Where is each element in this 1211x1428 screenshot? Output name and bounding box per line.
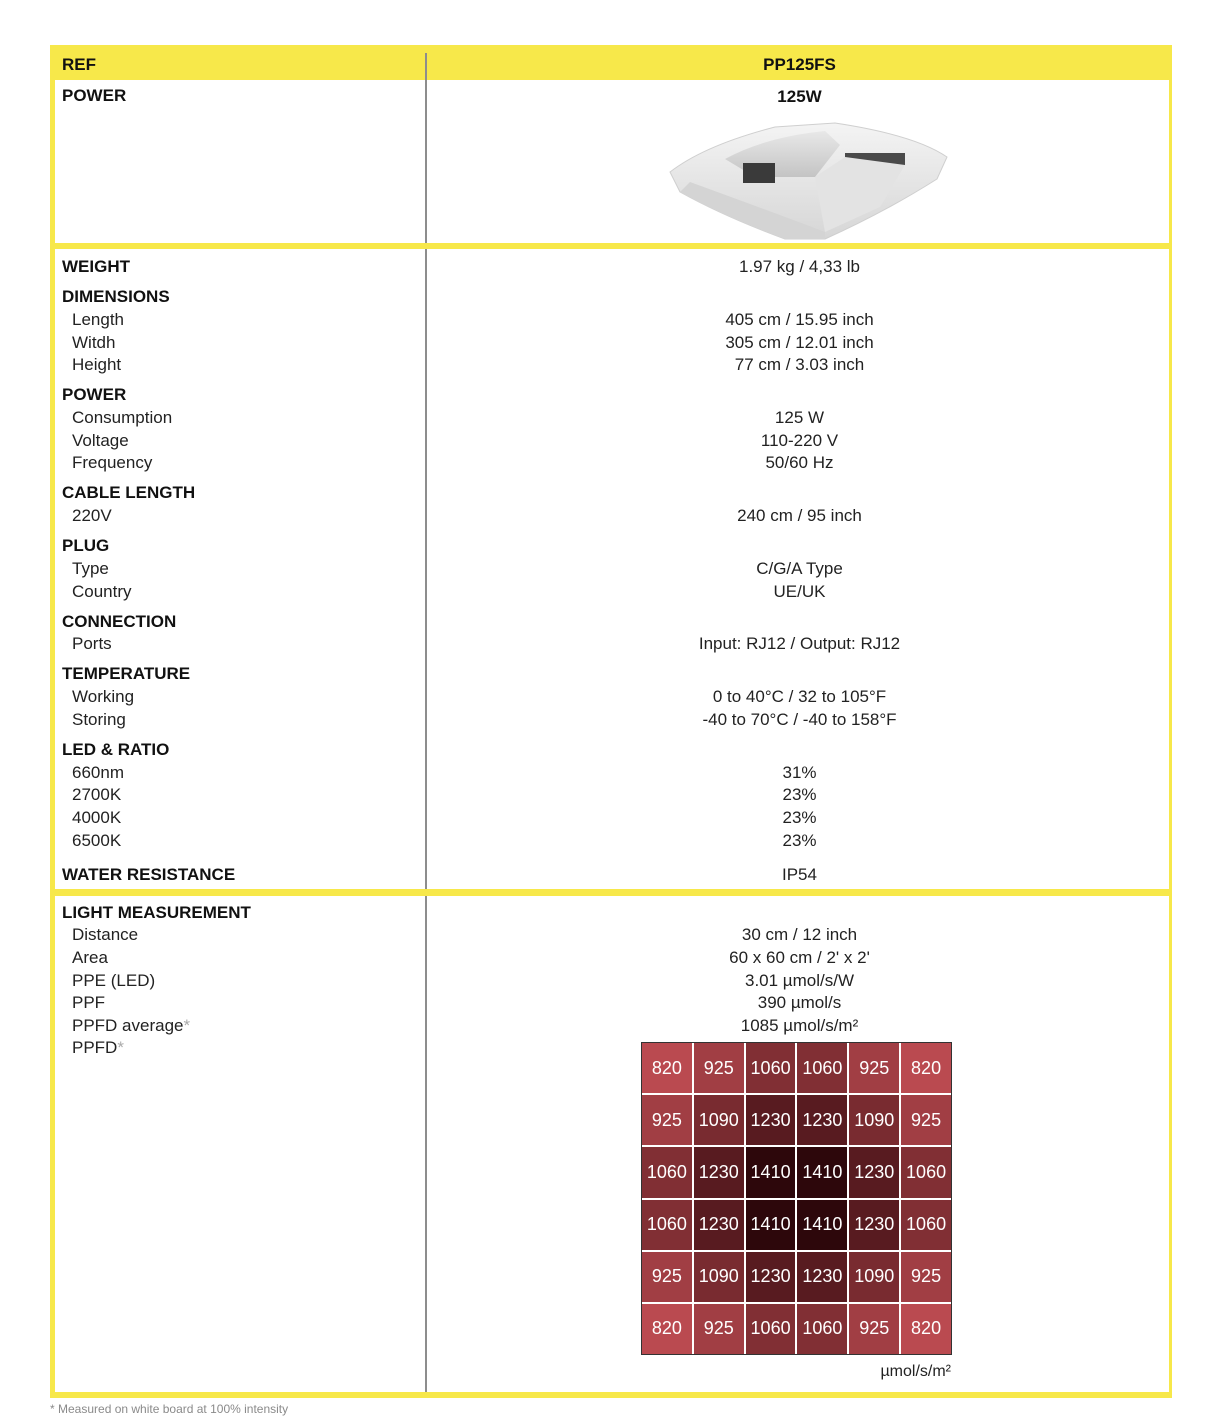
ppfd-cell: 1410 [797, 1200, 847, 1250]
water-resistance-value: IP54 [782, 865, 817, 884]
led-2700-value: 23% [782, 785, 817, 804]
ppfd-heatmap [641, 1042, 952, 1355]
ppfd-cell: 1060 [901, 1147, 951, 1197]
length-value: 405 cm / 15.95 inch [725, 310, 874, 329]
ppfd-cell: 1230 [746, 1252, 796, 1302]
ppfd-cell: 1410 [746, 1147, 796, 1197]
led-6500-label: 6500K [72, 831, 122, 850]
voltage-value: 110-220 V [760, 431, 839, 450]
width-label: Witdh [72, 333, 116, 352]
frequency-label: Frequency [72, 453, 153, 472]
connection-label: CONNECTION [62, 612, 177, 631]
ppfd-label [62, 1037, 124, 1059]
ppfd-average-text: PPFD average [72, 1016, 184, 1035]
led-2700-label: 2700K [72, 785, 122, 804]
asterisk: * [117, 1038, 124, 1057]
ppfd-cell: 820 [642, 1304, 692, 1354]
ppfd-cell: 1090 [849, 1095, 899, 1145]
ppfd-text: PPFD [72, 1038, 118, 1057]
frequency-value: 50/60 Hz [765, 453, 834, 472]
ppfd-cell: 820 [901, 1043, 951, 1093]
length-label: Length [72, 310, 124, 329]
height-label: Height [72, 355, 122, 374]
ppfd-cell: 1060 [797, 1043, 847, 1093]
ppfd-cell: 925 [901, 1095, 951, 1145]
ppfd-cell: 1230 [746, 1095, 796, 1145]
ref-label: REF [62, 55, 96, 74]
consumption-label: Consumption [72, 408, 173, 427]
ppfd-cell: 925 [642, 1252, 692, 1302]
led-6500-value: 23% [782, 831, 817, 850]
temperature-label: TEMPERATURE [62, 664, 191, 683]
led-4000-value: 23% [782, 808, 817, 827]
ppfd-cell: 925 [849, 1304, 899, 1354]
plug-label: PLUG [62, 536, 110, 555]
cable-220v-label: 220V [72, 506, 112, 525]
ppfd-cell: 1090 [849, 1252, 899, 1302]
section-divider-1 [55, 243, 1169, 249]
ppfd-cell: 820 [642, 1043, 692, 1093]
ports-label: Ports [72, 634, 112, 653]
width-value: 305 cm / 12.01 inch [725, 333, 874, 352]
ppf-label: PPF [72, 993, 106, 1012]
working-label: Working [72, 687, 135, 706]
plug-country-label: Country [72, 582, 132, 601]
led-660-value: 31% [782, 763, 817, 782]
ppfd-cell: 925 [694, 1304, 744, 1354]
led-660-label: 660nm [72, 763, 124, 782]
ppfd-cell: 1060 [746, 1043, 796, 1093]
power-value: 125W [777, 87, 822, 106]
ppfd-cell: 1060 [642, 1147, 692, 1197]
product-image [665, 117, 950, 247]
ppfd-cell: 1090 [694, 1252, 744, 1302]
ppfd-cell: 1230 [797, 1252, 847, 1302]
area-label: Area [72, 948, 108, 967]
weight-label: WEIGHT [62, 257, 130, 276]
ppf-value: 390 µmol/s [757, 993, 842, 1012]
plug-country-value: UE/UK [773, 582, 826, 601]
ppfd-cell: 1230 [694, 1200, 744, 1250]
ppfd-cell: 1410 [746, 1200, 796, 1250]
storing-value: -40 to 70°C / -40 to 158°F [702, 710, 897, 729]
water-resistance-label: WATER RESISTANCE [62, 865, 236, 884]
ports-value: Input: RJ12 / Output: RJ12 [698, 634, 901, 653]
plug-type-label: Type [72, 559, 109, 578]
ppfd-cell: 1230 [849, 1147, 899, 1197]
distance-label: Distance [72, 925, 139, 944]
ppfd-cell: 1230 [849, 1200, 899, 1250]
distance-value: 30 cm / 12 inch [741, 925, 858, 944]
working-value: 0 to 40°C / 32 to 105°F [712, 687, 887, 706]
ppfd-average-value: 1085 µmol/s/m² [740, 1016, 859, 1035]
power-section-label: POWER [62, 385, 127, 404]
light-measurement-label: LIGHT MEASUREMENT [62, 903, 251, 922]
height-value: 77 cm / 3.03 inch [734, 355, 865, 374]
ppe-label: PPE (LED) [72, 971, 156, 990]
asterisk: * [183, 1016, 191, 1035]
ref-value: PP125FS [763, 55, 836, 74]
ppfd-cell: 820 [901, 1304, 951, 1354]
led-ratio-label: LED & RATIO [62, 740, 170, 759]
ppfd-cell: 925 [901, 1252, 951, 1302]
ppe-value: 3.01 µmol/s/W [745, 971, 854, 990]
plug-type-value: C/G/A Type [756, 559, 843, 578]
dimensions-label: DIMENSIONS [62, 287, 170, 306]
ppfd-cell: 925 [849, 1043, 899, 1093]
power-label: POWER [62, 86, 127, 105]
ppfd-cell: 1090 [694, 1095, 744, 1145]
led-4000-label: 4000K [72, 808, 122, 827]
voltage-label: Voltage [72, 431, 129, 450]
ppfd-average-label [62, 1015, 190, 1037]
footnote: * Measured on white board at 100% intensity [50, 1402, 289, 1416]
cable-length-label: CABLE LENGTH [62, 483, 196, 502]
ppfd-cell: 1410 [797, 1147, 847, 1197]
ppfd-cell: 1060 [642, 1200, 692, 1250]
ppfd-unit: µmol/s/m² [880, 1363, 951, 1380]
cable-220v-value: 240 cm / 95 inch [737, 506, 862, 525]
ppfd-cell: 925 [694, 1043, 744, 1093]
ppfd-cell: 1060 [746, 1304, 796, 1354]
ppfd-cell: 1060 [797, 1304, 847, 1354]
area-value: 60 x 60 cm / 2' x 2' [729, 948, 870, 967]
ppfd-cell: 1060 [901, 1200, 951, 1250]
section-divider-2 [55, 889, 1169, 896]
ppfd-cell: 925 [642, 1095, 692, 1145]
spec-sheet [50, 45, 1172, 1398]
weight-value: 1.97 kg / 4,33 lb [739, 257, 860, 276]
ppfd-cell: 1230 [694, 1147, 744, 1197]
consumption-value: 125 W [774, 408, 825, 427]
ppfd-cell: 1230 [797, 1095, 847, 1145]
storing-label: Storing [72, 710, 126, 729]
